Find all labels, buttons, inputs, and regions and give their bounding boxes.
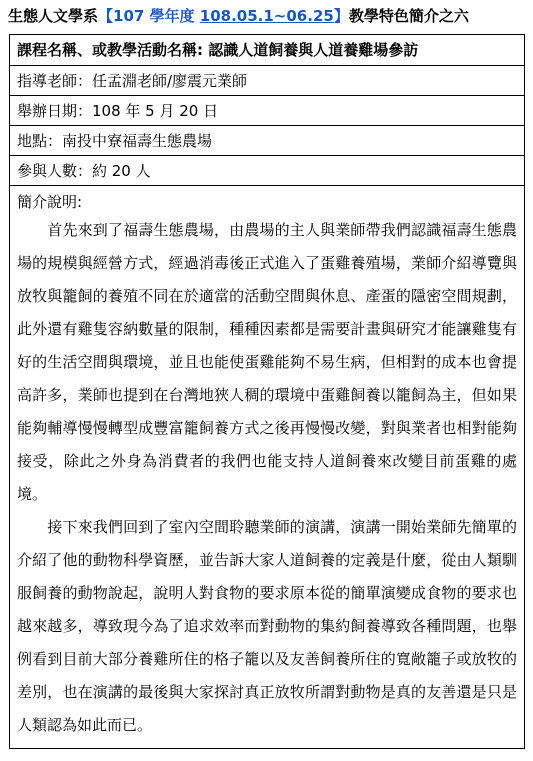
event-date: 舉辦日期：108 年 5 月 20 日: [10, 96, 525, 126]
event-location: 地點：南投中寮福壽生態農場: [10, 126, 525, 156]
course-row: [10, 35, 525, 66]
title-suffix: 教學特色簡介之六: [348, 7, 469, 25]
title-date-range: 108.05.1~06.25: [199, 7, 334, 25]
location-row: [10, 126, 525, 156]
teacher-row: [10, 66, 525, 96]
description-paragraph-1: 首先來到了福壽生態農場，由農場的主人與業師帶我們認識福壽生態農場的規模與經營方式，經過消毒後正式進入了蛋雞養殖場，業師介紹導覽與放牧與籠飼的養殖不同在於適當的活動空間與休息、產蛋的隱密空間規劃，此外還有雞隻容納數量的限制，種種因素都是需要計畫與研究才能讓雞隻有好的生活空間與環境，並且也能使蛋雞能夠不易生病，但相對的成本也會提高許多，業師也提到在台灣地狹人稠的環境中蛋雞飼養以籠飼為主，但如果能夠輔導慢慢轉型成豐富籠飼養方式之後再慢慢改變，對與業者也相對能夠接受，除此之外身為消費者的我們也能支持人道飼養來改變目前蛋雞的處境。: [17, 221, 517, 503]
participants-row: [10, 156, 525, 186]
description-label: 簡介說明:: [17, 193, 83, 211]
document-title: [8, 5, 469, 27]
title-year-close: 】: [333, 7, 349, 25]
title-department: 生態人文學系: [8, 7, 99, 25]
description-paragraph-2: 接下來我們回到了室內空間聆聽業師的演講，演講一開始業師先簡單的介紹了他的動物科學資歷，並告訴大家人道飼養的定義是什麼，從由人類馴服飼養的動物說起，說明人對食物的要求原本從的簡單演變成食物的要求也越來越多，導致現今為了追求效率而對動物的集約飼養導致各種問題，也舉例看到目前大部分養雞所住的格子籠以及友善飼養所住的寬敞籠子或放牧的差別，也在演講的最後與大家探討真正放牧所謂對動物是真的友善還是只是人類認為如此而已。: [17, 518, 517, 734]
teacher-info: 指導老師：任孟淵老師/廖震元業師: [10, 66, 525, 96]
date-row: [10, 96, 525, 126]
description-cell: [10, 186, 525, 749]
course-name: 課程名稱、或教學活動名稱: 認識人道飼養與人道養雞場參訪: [10, 35, 525, 66]
description-row: [10, 186, 525, 749]
title-year-open: 【107 學年度: [98, 7, 200, 25]
info-table: [9, 34, 525, 749]
participant-count: 參與人數：約 20 人: [10, 156, 525, 186]
